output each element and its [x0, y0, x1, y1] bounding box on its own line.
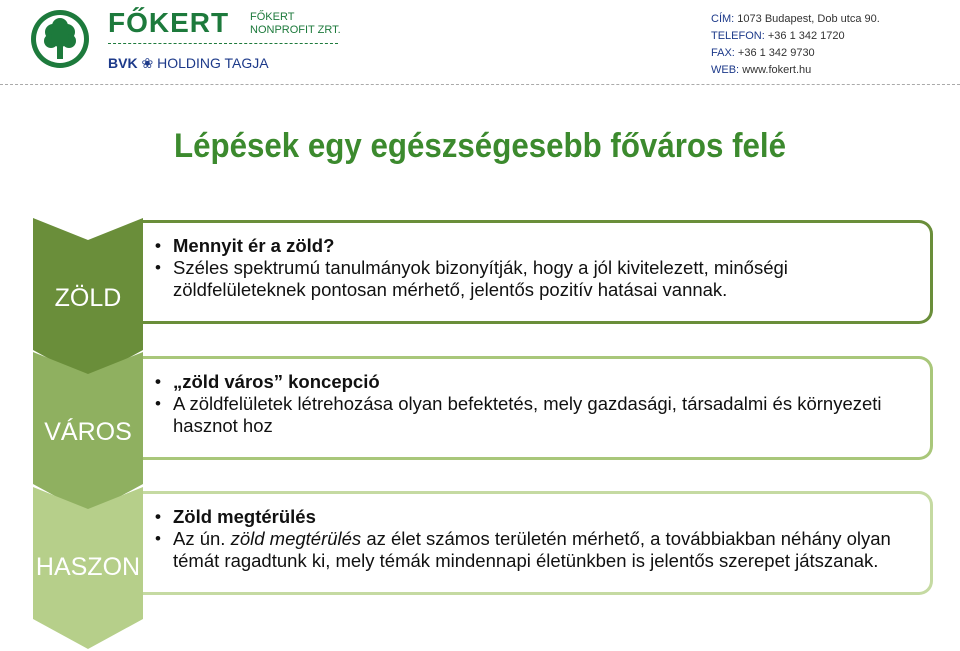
- text-italic: zöld megtérülés: [230, 528, 362, 549]
- contact-address: CÍM: 1073 Budapest, Dob utca 90.: [711, 13, 880, 25]
- brand-subtitle-line2: NONPROFIT ZRT.: [250, 24, 341, 36]
- header: [0, 0, 960, 82]
- bullet-text-varos: • A zöldfelületek létrehozása olyan befektetés, mely gazdasági, társadalmi és környezeti hasznot hoz: [155, 393, 918, 437]
- bullet-text-haszon: [155, 528, 918, 572]
- brand-subtitle: [250, 11, 341, 37]
- text-suffix: az élet számos területén mérhető, a továbbiakban néhány olyan témát ragadtunk ki, mely témák mindennapi életünkben is jelentős szerepet játszanak.: [173, 528, 891, 571]
- holding-emblem-icon: ❀: [141, 55, 154, 71]
- tree-logo-icon: [31, 10, 89, 68]
- content-box-zold: [143, 220, 933, 324]
- holding-bvk: BVK: [108, 55, 138, 71]
- chevron-haszon: [33, 487, 143, 649]
- chevron-label-varos: VÁROS: [44, 418, 132, 446]
- brand-name: FŐKERT: [108, 7, 230, 38]
- contact-fax: FAX: +36 1 342 9730: [711, 47, 815, 59]
- content-box-haszon: [143, 491, 933, 595]
- holding-tag: [108, 55, 269, 72]
- text-prefix: Az ún.: [173, 528, 231, 549]
- bullet-list-varos: [155, 371, 918, 437]
- bullet-list-zold: [155, 235, 918, 301]
- chevron-label-haszon: HASZON: [35, 553, 141, 581]
- bullet-list-haszon: [155, 506, 918, 572]
- brand-divider: [108, 43, 338, 44]
- content-box-varos: [143, 356, 933, 460]
- chevron-label-zold: ZÖLD: [54, 284, 122, 312]
- bullet-heading-haszon: • Zöld megtérülés: [155, 506, 918, 528]
- bullet-text-zold: • Széles spektrumú tanulmányok bizonyítják, hogy a jól kivitelezett, minőségi zöldfelületeknek pontosan mérhető, jelentős pozitív hatásai vannak.: [155, 257, 918, 301]
- bullet-heading-zold: • Mennyit ér a zöld?: [155, 235, 918, 257]
- page-title: Lépések egy egészségesebb főváros felé: [173, 127, 787, 165]
- brand-subtitle-line1: FŐKERT: [250, 11, 295, 23]
- bullet-heading-varos: • „zöld város” koncepció: [155, 371, 918, 393]
- holding-text: HOLDING TAGJA: [157, 55, 269, 71]
- contact-web[interactable]: WEB: www.fokert.hu: [711, 64, 812, 76]
- header-divider: [0, 84, 960, 85]
- contact-block: [711, 11, 880, 79]
- contact-phone: TELEFON: +36 1 342 1720: [711, 30, 845, 42]
